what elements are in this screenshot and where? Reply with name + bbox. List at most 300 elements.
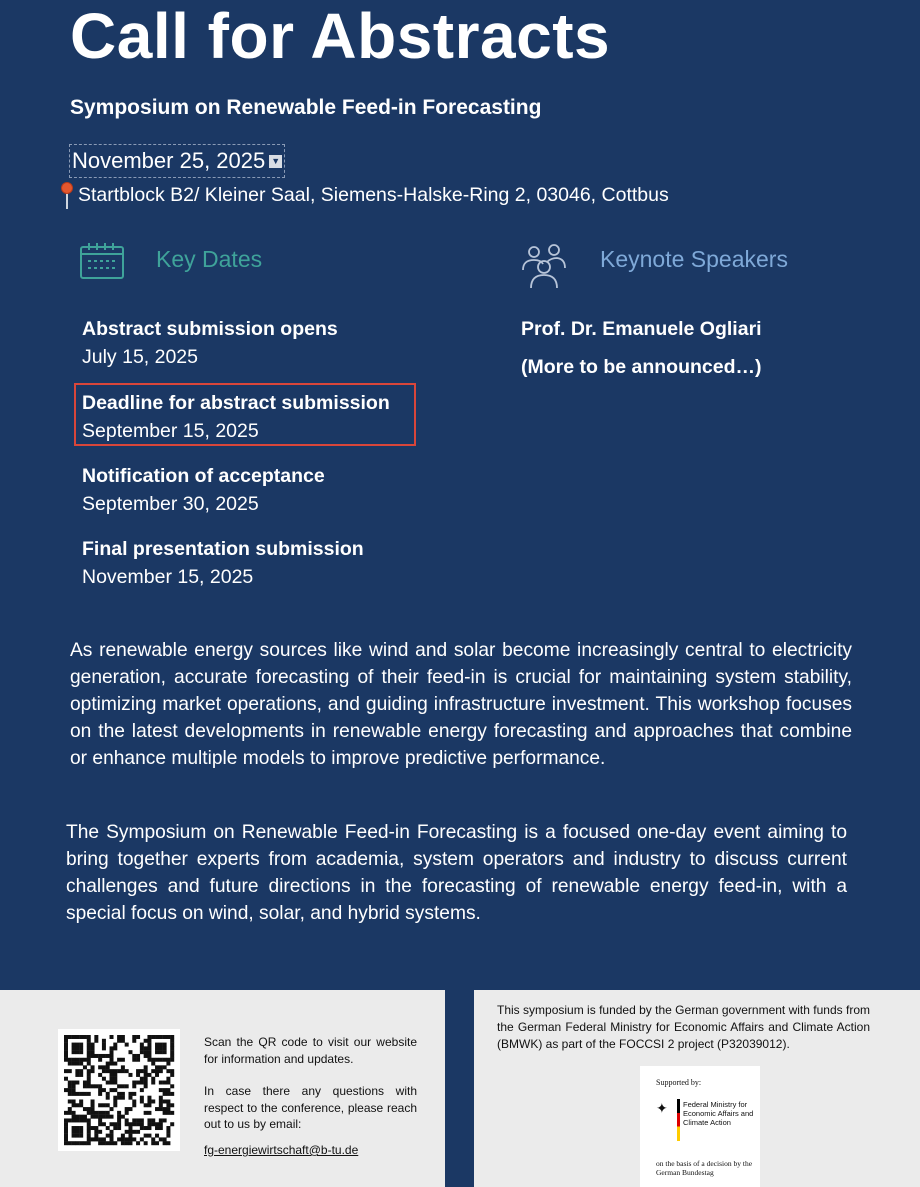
qr-module — [136, 1058, 140, 1062]
qr-module — [163, 1099, 167, 1103]
qr-module — [121, 1065, 125, 1069]
qr-module — [68, 1062, 72, 1066]
qr-module — [125, 1122, 129, 1126]
chevron-down-icon[interactable]: ▼ — [269, 155, 282, 168]
qr-module — [155, 1065, 159, 1069]
intro-paragraph: As renewable energy sources like wind and solar become increasingly central to electricity generation, accurate forecasting of their feed-in is crucial for maintaining system stability, optimizing market operations, and guiding infrastructure investment. This workshop focuses on the latest developments in renewable energy forecasting and approaches that combine or enhance multiple models to improve predictive performance. — [70, 640, 852, 769]
qr-module — [106, 1141, 110, 1145]
qr-module — [159, 1103, 163, 1107]
qr-module — [159, 1088, 163, 1092]
qr-module — [91, 1043, 95, 1047]
qr-module — [106, 1092, 110, 1096]
qr-module — [147, 1126, 151, 1130]
qr-module — [91, 1137, 95, 1141]
qr-module — [110, 1058, 114, 1062]
logo-basis-text: on the basis of a decision by the German Bundestag — [656, 1159, 753, 1177]
qr-module — [151, 1077, 155, 1081]
qr-module — [170, 1058, 174, 1062]
qr-module — [155, 1126, 159, 1130]
qr-module — [136, 1073, 140, 1077]
qr-module — [155, 1107, 159, 1111]
qr-module — [64, 1141, 68, 1145]
qr-module — [159, 1035, 163, 1039]
qr-module — [128, 1134, 132, 1138]
qr-module — [64, 1137, 68, 1141]
qr-module — [75, 1126, 79, 1130]
qr-module — [144, 1126, 148, 1130]
qr-module — [117, 1137, 121, 1141]
qr-module — [170, 1035, 174, 1039]
qr-module — [64, 1118, 68, 1122]
qr-module — [87, 1054, 91, 1058]
qr-module — [110, 1141, 114, 1145]
qr-module — [140, 1122, 144, 1126]
qr-module — [144, 1073, 148, 1077]
qr-module — [117, 1126, 121, 1130]
qr-module — [75, 1130, 79, 1134]
qr-module — [170, 1039, 174, 1043]
qr-module — [83, 1092, 87, 1096]
qr-module — [151, 1035, 155, 1039]
qr-module — [140, 1099, 144, 1103]
qr-module — [121, 1096, 125, 1100]
qr-module — [83, 1084, 87, 1088]
keynote-speaker: (More to be announced…) — [521, 356, 762, 378]
qr-module — [102, 1043, 106, 1047]
qr-module — [98, 1115, 102, 1119]
qr-module — [102, 1111, 106, 1115]
qr-module — [98, 1088, 102, 1092]
qr-module — [166, 1092, 170, 1096]
qr-module — [106, 1134, 110, 1138]
qr-module — [140, 1069, 144, 1073]
qr-module — [102, 1046, 106, 1050]
qr-module — [125, 1137, 129, 1141]
qr-module — [136, 1081, 140, 1085]
qr-module — [75, 1050, 79, 1054]
qr-module — [110, 1134, 114, 1138]
qr-module — [166, 1103, 170, 1107]
qr-module — [117, 1096, 121, 1100]
qr-module — [64, 1111, 68, 1115]
qr-module — [110, 1035, 114, 1039]
qr-module — [147, 1058, 151, 1062]
qr-module — [147, 1046, 151, 1050]
description-paragraph: The Symposium on Renewable Feed-in Forecasting is a focused one-day event aiming to bring together experts from academia, system operators and industry to discuss current challenges and future directions in the forecasting of renewable energy feed-in, with a special focus on wind, solar, and hybrid systems. — [66, 822, 847, 924]
qr-module — [110, 1046, 114, 1050]
qr-module — [79, 1115, 83, 1119]
qr-module — [79, 1141, 83, 1145]
qr-module — [132, 1137, 136, 1141]
qr-module — [72, 1130, 76, 1134]
qr-module — [136, 1122, 140, 1126]
qr-module — [75, 1043, 79, 1047]
qr-module — [68, 1141, 72, 1145]
qr-module — [87, 1141, 91, 1145]
qr-module — [170, 1092, 174, 1096]
qr-module — [94, 1115, 98, 1119]
qr-module — [117, 1039, 121, 1043]
qr-module — [117, 1084, 121, 1088]
qr-module — [132, 1081, 136, 1085]
qr-module — [113, 1081, 117, 1085]
key-date-value: September 15, 2025 — [82, 420, 259, 442]
qr-module — [64, 1046, 68, 1050]
qr-module — [170, 1084, 174, 1088]
qr-module — [72, 1115, 76, 1119]
qr-module — [151, 1118, 155, 1122]
qr-module — [75, 1035, 79, 1039]
qr-module — [68, 1111, 72, 1115]
qr-module — [72, 1050, 76, 1054]
qr-module — [163, 1065, 167, 1069]
bmwk-logo — [640, 1066, 760, 1187]
qr-module — [151, 1137, 155, 1141]
qr-module — [79, 1099, 83, 1103]
qr-module — [147, 1096, 151, 1100]
qr-module — [64, 1050, 68, 1054]
qr-module — [87, 1137, 91, 1141]
qr-module — [121, 1069, 125, 1073]
qr-module — [110, 1115, 114, 1119]
qr-module — [102, 1122, 106, 1126]
qr-module — [72, 1118, 76, 1122]
qr-module — [113, 1103, 117, 1107]
qr-module — [72, 1043, 76, 1047]
qr-module — [68, 1069, 72, 1073]
qr-module — [166, 1107, 170, 1111]
qr-module — [91, 1107, 95, 1111]
qr-module — [68, 1092, 72, 1096]
qr-module — [136, 1054, 140, 1058]
qr-module — [147, 1054, 151, 1058]
qr-module — [83, 1065, 87, 1069]
qr-module — [147, 1043, 151, 1047]
qr-module — [147, 1103, 151, 1107]
qr-module — [151, 1069, 155, 1073]
qr-module — [163, 1088, 167, 1092]
qr-module — [79, 1092, 83, 1096]
qr-module — [132, 1103, 136, 1107]
qr-module — [94, 1137, 98, 1141]
qr-module — [94, 1035, 98, 1039]
key-date-title: Notification of acceptance — [82, 465, 325, 487]
qr-module — [136, 1035, 140, 1039]
qr-module — [83, 1035, 87, 1039]
qr-module — [125, 1069, 129, 1073]
qr-module — [166, 1062, 170, 1066]
qr-module — [64, 1122, 68, 1126]
qr-module — [110, 1077, 114, 1081]
qr-module — [155, 1058, 159, 1062]
qr-module — [98, 1111, 102, 1115]
qr-module — [79, 1058, 83, 1062]
qr-module — [68, 1118, 72, 1122]
key-date-value: July 15, 2025 — [82, 346, 199, 368]
qr-module — [72, 1081, 76, 1085]
qr-module — [64, 1043, 68, 1047]
qr-module — [91, 1065, 95, 1069]
qr-module — [155, 1069, 159, 1073]
qr-module — [121, 1035, 125, 1039]
qr-module — [79, 1073, 83, 1077]
qr-module — [113, 1077, 117, 1081]
qr-module — [87, 1062, 91, 1066]
qr-module — [75, 1141, 79, 1145]
qr-module — [151, 1062, 155, 1066]
qr-module — [87, 1069, 91, 1073]
qr-module — [166, 1058, 170, 1062]
qr-module — [144, 1050, 148, 1054]
qr-module — [113, 1141, 117, 1145]
qr-module — [163, 1081, 167, 1085]
qr-module — [91, 1050, 95, 1054]
qr-module — [151, 1081, 155, 1085]
qr-module — [83, 1118, 87, 1122]
qr-module — [102, 1069, 106, 1073]
qr-module — [72, 1058, 76, 1062]
qr-module — [117, 1118, 121, 1122]
qr-module — [113, 1069, 117, 1073]
qr-module — [163, 1107, 167, 1111]
qr-module — [98, 1118, 102, 1122]
qr-module — [106, 1126, 110, 1130]
qr-module — [87, 1092, 91, 1096]
qr-module — [144, 1081, 148, 1085]
qr-module — [79, 1130, 83, 1134]
qr-module — [87, 1111, 91, 1115]
qr-module — [79, 1062, 83, 1066]
qr-module — [98, 1130, 102, 1134]
qr-module — [87, 1043, 91, 1047]
qr-module — [144, 1046, 148, 1050]
qr-module — [128, 1107, 132, 1111]
qr-module — [166, 1099, 170, 1103]
qr-module — [159, 1065, 163, 1069]
contact-text — [204, 1034, 417, 1133]
qr-module — [91, 1126, 95, 1130]
qr-module — [110, 1069, 114, 1073]
event-subtitle: Symposium on Renewable Feed-in Forecasting — [70, 96, 542, 119]
qr-module — [72, 1103, 76, 1107]
qr-module — [102, 1103, 106, 1107]
qr-module — [64, 1054, 68, 1058]
qr-module — [125, 1084, 129, 1088]
qr-module — [166, 1130, 170, 1134]
qr-module — [91, 1111, 95, 1115]
qr-module — [166, 1081, 170, 1085]
qr-module — [144, 1054, 148, 1058]
qr-module — [113, 1122, 117, 1126]
qr-module — [140, 1043, 144, 1047]
qr-module — [87, 1035, 91, 1039]
qr-module — [128, 1137, 132, 1141]
qr-module — [94, 1134, 98, 1138]
qr-module — [113, 1096, 117, 1100]
qr-code[interactable] — [58, 1029, 180, 1151]
qr-module — [68, 1088, 72, 1092]
qr-module — [87, 1122, 91, 1126]
key-dates-heading: Key Dates — [156, 246, 263, 272]
qr-module — [170, 1054, 174, 1058]
qr-module — [91, 1054, 95, 1058]
keynote-speaker: Prof. Dr. Emanuele Ogliari — [521, 318, 762, 340]
qr-module — [91, 1115, 95, 1119]
qr-module — [98, 1141, 102, 1145]
qr-module — [117, 1058, 121, 1062]
qr-module — [132, 1099, 136, 1103]
qr-module — [159, 1043, 163, 1047]
qr-module — [163, 1118, 167, 1122]
qr-module — [64, 1058, 68, 1062]
qr-module — [64, 1039, 68, 1043]
qr-module — [83, 1115, 87, 1119]
qr-module — [128, 1126, 132, 1130]
qr-module — [91, 1103, 95, 1107]
qr-module — [159, 1069, 163, 1073]
qr-module — [94, 1084, 98, 1088]
qr-module — [72, 1046, 76, 1050]
qr-module — [128, 1130, 132, 1134]
qr-module — [79, 1046, 83, 1050]
qr-module — [72, 1035, 76, 1039]
qr-module — [72, 1141, 76, 1145]
venue-address: Startblock B2/ Kleiner Saal, Siemens-Halske-Ring 2, 03046, Cottbus — [78, 184, 669, 206]
qr-module — [125, 1130, 129, 1134]
qr-module — [144, 1103, 148, 1107]
qr-module — [98, 1092, 102, 1096]
qr-module — [159, 1118, 163, 1122]
qr-module — [110, 1107, 114, 1111]
qr-module — [166, 1141, 170, 1145]
qr-module — [106, 1069, 110, 1073]
qr-module — [72, 1099, 76, 1103]
qr-module — [121, 1141, 125, 1145]
qr-module — [155, 1050, 159, 1054]
qr-module — [125, 1111, 129, 1115]
qr-module — [72, 1062, 76, 1066]
qr-module — [151, 1058, 155, 1062]
qr-module — [170, 1050, 174, 1054]
qr-module — [110, 1088, 114, 1092]
key-date-value: September 30, 2025 — [82, 493, 259, 515]
date-dropdown[interactable] — [69, 144, 285, 178]
qr-module — [72, 1088, 76, 1092]
qr-module — [128, 1073, 132, 1077]
qr-module — [140, 1046, 144, 1050]
federal-eagle-icon: ✦ — [656, 1100, 668, 1116]
qr-module — [128, 1050, 132, 1054]
qr-module — [75, 1069, 79, 1073]
qr-module — [155, 1073, 159, 1077]
qr-module — [110, 1054, 114, 1058]
qr-module — [159, 1099, 163, 1103]
qr-module — [79, 1050, 83, 1054]
qr-module — [72, 1111, 76, 1115]
qr-module — [83, 1081, 87, 1085]
qr-module — [170, 1069, 174, 1073]
qr-module — [121, 1115, 125, 1119]
qr-module — [75, 1118, 79, 1122]
qr-module — [87, 1084, 91, 1088]
qr-module — [98, 1122, 102, 1126]
qr-module — [106, 1115, 110, 1119]
qr-module — [170, 1122, 174, 1126]
qr-module — [87, 1058, 91, 1062]
qr-module — [117, 1092, 121, 1096]
qr-module — [75, 1115, 79, 1119]
qr-module — [83, 1141, 87, 1145]
qr-module — [64, 1077, 68, 1081]
qr-module — [144, 1141, 148, 1145]
logo-ministry-name: Federal Ministry for Economic Affairs and Climate Action — [683, 1100, 754, 1127]
qr-module — [79, 1103, 83, 1107]
qr-module — [68, 1058, 72, 1062]
qr-module — [87, 1077, 91, 1081]
qr-module — [83, 1058, 87, 1062]
qr-module — [91, 1084, 95, 1088]
qr-module — [155, 1043, 159, 1047]
qr-module — [75, 1073, 79, 1077]
qr-module — [83, 1107, 87, 1111]
qr-module — [98, 1103, 102, 1107]
qr-module — [75, 1058, 79, 1062]
qr-module — [170, 1111, 174, 1115]
qr-module — [110, 1062, 114, 1066]
qr-module — [147, 1050, 151, 1054]
qr-module — [87, 1130, 91, 1134]
qr-module — [140, 1118, 144, 1122]
logo-supported-by: Supported by: — [656, 1078, 702, 1087]
qr-module — [102, 1141, 106, 1145]
qr-module — [125, 1118, 129, 1122]
qr-module — [136, 1118, 140, 1122]
qr-module — [110, 1081, 114, 1085]
qr-module — [163, 1035, 167, 1039]
key-date-title: Final presentation submission — [82, 538, 364, 560]
qr-module — [68, 1099, 72, 1103]
qr-module — [87, 1118, 91, 1122]
qr-module — [64, 1088, 68, 1092]
qr-module — [140, 1096, 144, 1100]
qr-module — [106, 1103, 110, 1107]
qr-module — [147, 1099, 151, 1103]
qr-module — [113, 1046, 117, 1050]
qr-module — [159, 1107, 163, 1111]
qr-module — [136, 1141, 140, 1145]
qr-module — [140, 1081, 144, 1085]
qr-module — [72, 1084, 76, 1088]
qr-module — [144, 1069, 148, 1073]
qr-module — [110, 1050, 114, 1054]
qr-module — [106, 1096, 110, 1100]
contact-email-link[interactable]: fg-energiewirtschaft@b-tu.de — [204, 1143, 359, 1157]
qr-module — [132, 1039, 136, 1043]
qr-module — [147, 1122, 151, 1126]
qr-module — [147, 1039, 151, 1043]
qr-module — [110, 1137, 114, 1141]
qr-module — [125, 1141, 129, 1145]
qr-module — [121, 1134, 125, 1138]
qr-module — [140, 1088, 144, 1092]
date-value: November 25, 2025 — [72, 148, 266, 173]
qr-module — [159, 1081, 163, 1085]
qr-module — [64, 1134, 68, 1138]
qr-module — [68, 1084, 72, 1088]
qr-module — [98, 1137, 102, 1141]
qr-module — [102, 1115, 106, 1119]
qr-module — [79, 1043, 83, 1047]
